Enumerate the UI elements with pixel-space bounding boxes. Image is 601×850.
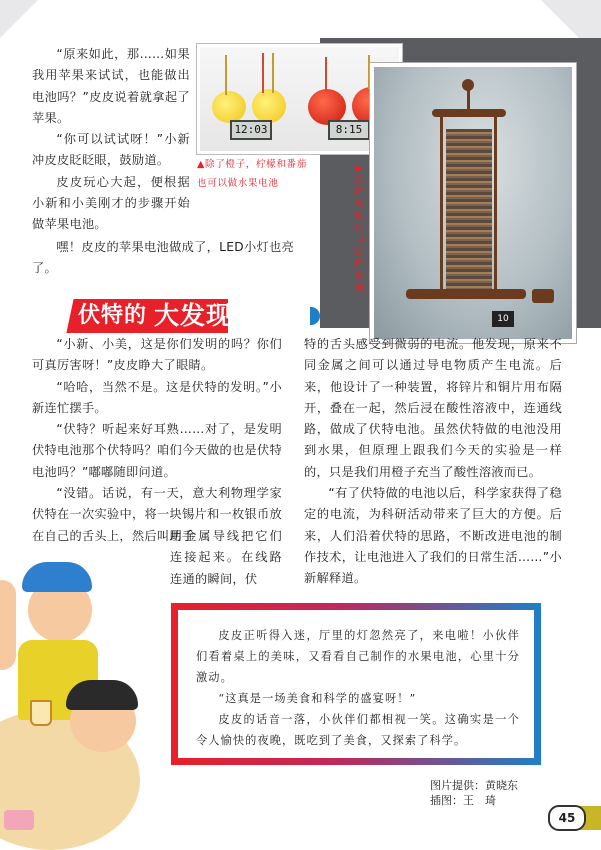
heading-text-part2: 大发现 [154, 301, 233, 330]
section-heading [70, 299, 250, 333]
lemon-image [252, 89, 286, 123]
story-box [171, 603, 541, 765]
wire [272, 53, 274, 93]
story-box-inner [178, 610, 534, 758]
clock-display: 12:03 [230, 120, 272, 140]
fruit-photo-caption [197, 152, 309, 190]
photo-credit: 图片提供：黄晓东 [430, 779, 518, 792]
page-number: 45 [548, 805, 586, 831]
wire [225, 55, 227, 95]
story-left-column-continued [170, 526, 282, 590]
paragraph: 用金属导线把它们连接起来。在线路连通的瞬间，伏 [170, 529, 282, 586]
intro-text [32, 44, 190, 236]
clock-display: 8:15 [328, 120, 370, 140]
heading-text-part1: 伏特的 [78, 303, 148, 328]
pile-base [406, 289, 526, 299]
wire [325, 57, 327, 91]
story-box-text [196, 625, 520, 751]
paragraph: 皮皮的话音一落，小伙伴们都相视一笑。这确实是一个令人愉快的夜晚，既吃到了美食，又探索了科学。 [196, 713, 520, 747]
story-left-column [32, 334, 282, 547]
paragraph: “这真是一场美食和科学的盛宴呀！” [218, 692, 417, 705]
pile-knob-stem [467, 89, 470, 111]
credits [430, 778, 518, 808]
paragraph: “伏特？听起来好耳熟……对了，是发明伏特电池那个伏特吗？咱们今天做的也是伏特电池吗？”嘟嘟随即问道。 [32, 422, 282, 479]
intro-text-wide [32, 237, 294, 280]
paragraph: “原来如此，那……如果我用苹果来试试，也能做出电池吗？”皮皮说着就拿起了苹果。 [32, 47, 190, 125]
volta-photo-caption [352, 163, 372, 295]
boy2-hair [66, 680, 138, 710]
story-right-column [304, 334, 562, 590]
paragraph: “哈哈，当然不是。这是伏特的发明。”小新连忙摆手。 [32, 379, 282, 415]
paragraph: “小新、小美，这是你们发明的吗？你们可真厉害呀！”皮皮睁大了眼睛。 [32, 337, 282, 373]
exhibit-label: 10 [492, 311, 514, 327]
pile-rod [440, 113, 443, 291]
wire [262, 53, 264, 93]
corner-decoration-left [0, 0, 38, 38]
paragraph: 嘿！皮皮的苹果电池做成了，LED小灯也亮了。 [32, 240, 294, 276]
paragraph: 皮皮正听得入迷，厅里的灯忽然亮了，来电啦！小伙伴们看着桌上的美味，又看看自己制作的水果电池，心里十分激动。 [196, 629, 520, 684]
paragraph: “没错。话说，有一天，意大利物理学家伏特在一次实验中，将一块锡片和一枚银币放在自己的舌头上，然后叫助手 [32, 486, 282, 543]
caption-marker: ▶ [355, 163, 363, 174]
character-arm [0, 580, 16, 670]
heading-highlight [228, 299, 310, 333]
paragraph: 特的舌头感受到微弱的电流。他发现，原来不同金属之间可以通过导电物质产生电流。后来，他设计了一种装置，将锌片和铜片用布隔开，叠在一起，然后浸在酸性溶液中，连通线路，做成了伏特电池。虽然伏特做的电池没用到水果，但原理上跟我们今天的实验是一样的，只是我们用橙子充当了酸性溶液而已。 [304, 337, 562, 479]
paragraph: 皮皮玩心大起，便根据小新和小美刚才的步骤开始做苹果电池。 [32, 174, 190, 232]
caption-text: 除了橙子，柠檬和番茄也可以做水果电池 [197, 159, 307, 189]
illustration-credit: 插图：王 琦 [430, 794, 496, 807]
pile-stack [446, 129, 492, 289]
boy-cap [22, 562, 92, 592]
volta-pile-photo [370, 63, 576, 343]
paragraph: “你可以试试呀！”小新冲皮皮眨眨眼，鼓励道。 [32, 132, 190, 168]
pile-rod [494, 113, 497, 291]
paragraph: “有了伏特做的电池以后，科学家获得了稳定的电流，为科研活动带来了巨大的方便。后来，人们沿着伏特的思路，不断改进电池的制作技术，让电池进入了我们的日常生活……”小新解释道。 [304, 486, 562, 586]
cake-icon [4, 810, 34, 830]
display-stand [532, 289, 554, 303]
lemon-image [212, 91, 246, 123]
cartoon-illustration [0, 540, 170, 845]
cup-icon [30, 700, 52, 726]
caption-text: 伏特电池，也叫伏特电堆 [352, 175, 372, 294]
caption-marker: ▲ [197, 159, 205, 170]
